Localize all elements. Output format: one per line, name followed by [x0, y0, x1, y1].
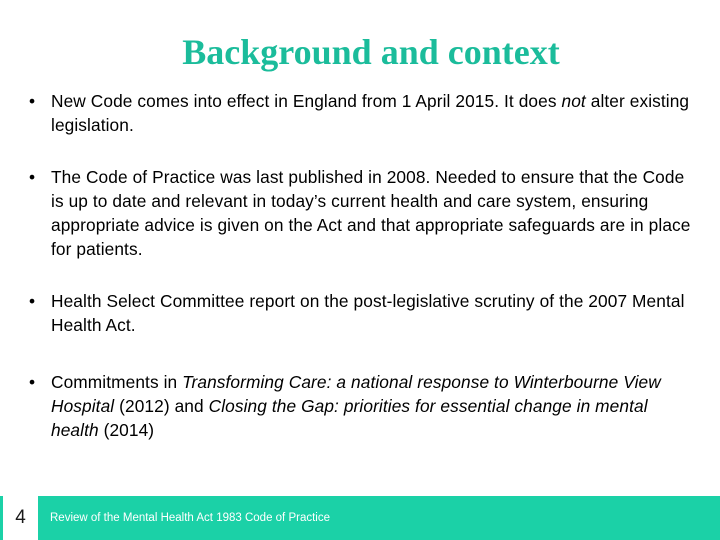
- text-run: The Code of Practice was last published in 2008. Needed to ensure that the Code is up to date and relevant in today’s current health and care system, ensuring appropriate advice is given on the Act and that appropriate safeguards are in place for patients.: [51, 167, 691, 259]
- bullet-text: [51, 165, 694, 261]
- text-run-italic: Closing the Gap: priorities for essential change in mental health: [51, 396, 648, 440]
- bullet-text: [51, 289, 694, 337]
- text-run: alter existing legislation.: [51, 91, 690, 135]
- bullet-item: [29, 89, 694, 137]
- bullet-item: [29, 370, 694, 442]
- text-run-italic: not: [561, 91, 586, 111]
- text-run: (2012) and: [114, 396, 209, 416]
- footer-bar: [0, 496, 720, 540]
- text-run: (2014): [98, 420, 155, 440]
- bullet-item: [29, 165, 694, 261]
- text-run-italic: Transforming Care: a national response to Winterbourne View Hospital: [51, 372, 661, 416]
- bullet-icon: •: [29, 291, 36, 311]
- bullet-text: [51, 370, 694, 442]
- text-run: New Code comes into effect in England from 1 April 2015. It does: [51, 91, 562, 111]
- bullet-icon: •: [29, 372, 36, 392]
- bullet-icon: •: [29, 91, 36, 111]
- bullet-icon: •: [29, 167, 36, 187]
- bullet-text: [51, 89, 694, 137]
- slide-title: Background and context: [182, 32, 560, 72]
- text-run: Commitments in: [51, 372, 183, 392]
- page-number: 4: [0, 496, 38, 540]
- text-run: Health Select Committee report on the post-legislative scrutiny of the 2007 Mental Health Act.: [51, 291, 685, 335]
- footer-text: Review of the Mental Health Act 1983 Code of Practice: [50, 512, 330, 524]
- bullet-item: [29, 289, 694, 337]
